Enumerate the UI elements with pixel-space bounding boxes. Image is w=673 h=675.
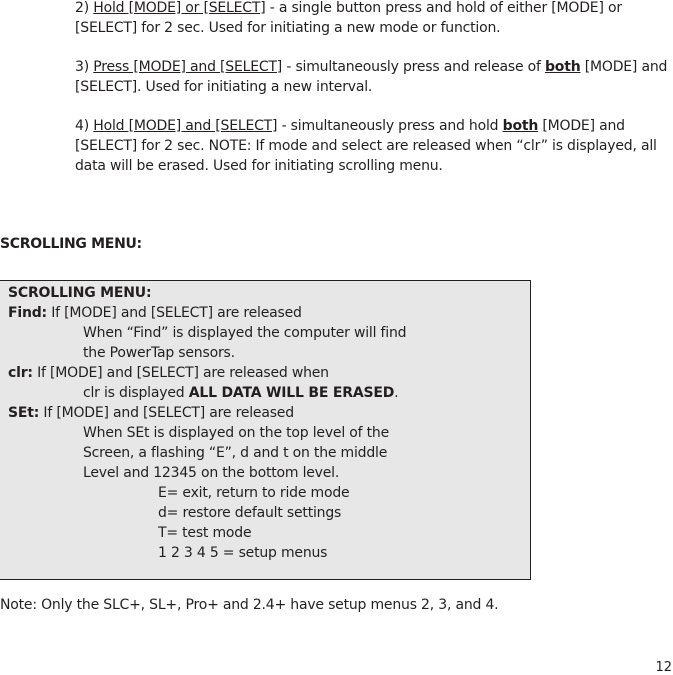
item-2-number: 2) (75, 0, 89, 16)
item-2-link[interactable]: Hold [MODE] or [SELECT] (93, 0, 266, 16)
section-heading: SCROLLING MENU: (0, 236, 142, 252)
find-label: Find: (8, 305, 47, 321)
item-3-link[interactable]: Press [MODE] and [SELECT] (93, 59, 283, 75)
set-option: T= test mode (158, 525, 252, 541)
set-option: d= restore default settings (158, 505, 342, 521)
box-title: SCROLLING MENU: (8, 285, 152, 301)
item-3-text-line2: [SELECT]. Used for initiating a new interval. (75, 79, 373, 95)
set-desc-3: Level and 12345 on the bottom level. (83, 465, 340, 481)
item-3-text-post: [MODE] and (584, 59, 668, 75)
clr-desc-post: . (394, 385, 399, 401)
item-2-text-line1: - a single button press and hold of either [MODE] or (269, 0, 622, 16)
clr-row (8, 363, 329, 383)
item-4-link[interactable]: Hold [MODE] and [SELECT] (93, 118, 278, 134)
page-number: 12 (655, 660, 672, 675)
item-3-paragraph (75, 57, 673, 97)
clr-desc-pre: clr is displayed (83, 385, 185, 401)
setup-menus-note: Note: Only the SLC+, SL+, Pro+ and 2.4+ have setup menus 2, 3, and 4. (0, 597, 499, 613)
item-4-text-line3: data will be erased. Used for initiating scrolling menu. (75, 158, 443, 174)
find-row (8, 303, 302, 323)
clr-text: If [MODE] and [SELECT] are released when (37, 365, 329, 381)
set-row (8, 403, 294, 423)
item-4-number: 4) (75, 118, 89, 134)
item-2-text-line2: [SELECT] for 2 sec. Used for initiating a new mode or function. (75, 20, 501, 36)
item-2-paragraph (75, 0, 673, 38)
item-4-text-line2: [SELECT] for 2 sec. NOTE: If mode and select are released when “clr” is displayed, all (75, 138, 657, 154)
item-4-emphasis: both (502, 118, 539, 134)
set-desc-1: When SEt is displayed on the top level of the (83, 425, 389, 441)
find-desc-2: the PowerTap sensors. (83, 345, 235, 361)
item-4-text-post: [MODE] and (542, 118, 625, 134)
scrolling-menu-box (0, 280, 531, 580)
set-option: E= exit, return to ride mode (158, 485, 350, 501)
find-text: If [MODE] and [SELECT] are released (51, 305, 302, 321)
set-desc-2: Screen, a flashing “E”, d and t on the middle (83, 445, 388, 461)
item-4-text-pre: - simultaneously press and hold (281, 118, 499, 134)
set-option: 1 2 3 4 5 = setup menus (158, 545, 328, 561)
set-label: SEt: (8, 405, 40, 421)
find-desc-1: When “Find” is displayed the computer will find (83, 325, 407, 341)
item-4-paragraph (75, 116, 673, 176)
clr-warning: ALL DATA WILL BE ERASED (188, 385, 395, 401)
item-3-emphasis: both (544, 59, 581, 75)
clr-desc (83, 383, 398, 403)
set-text: If [MODE] and [SELECT] are released (43, 405, 294, 421)
item-3-text-pre: - simultaneously press and release of (286, 59, 541, 75)
item-3-number: 3) (75, 59, 89, 75)
clr-label: clr: (8, 365, 33, 381)
